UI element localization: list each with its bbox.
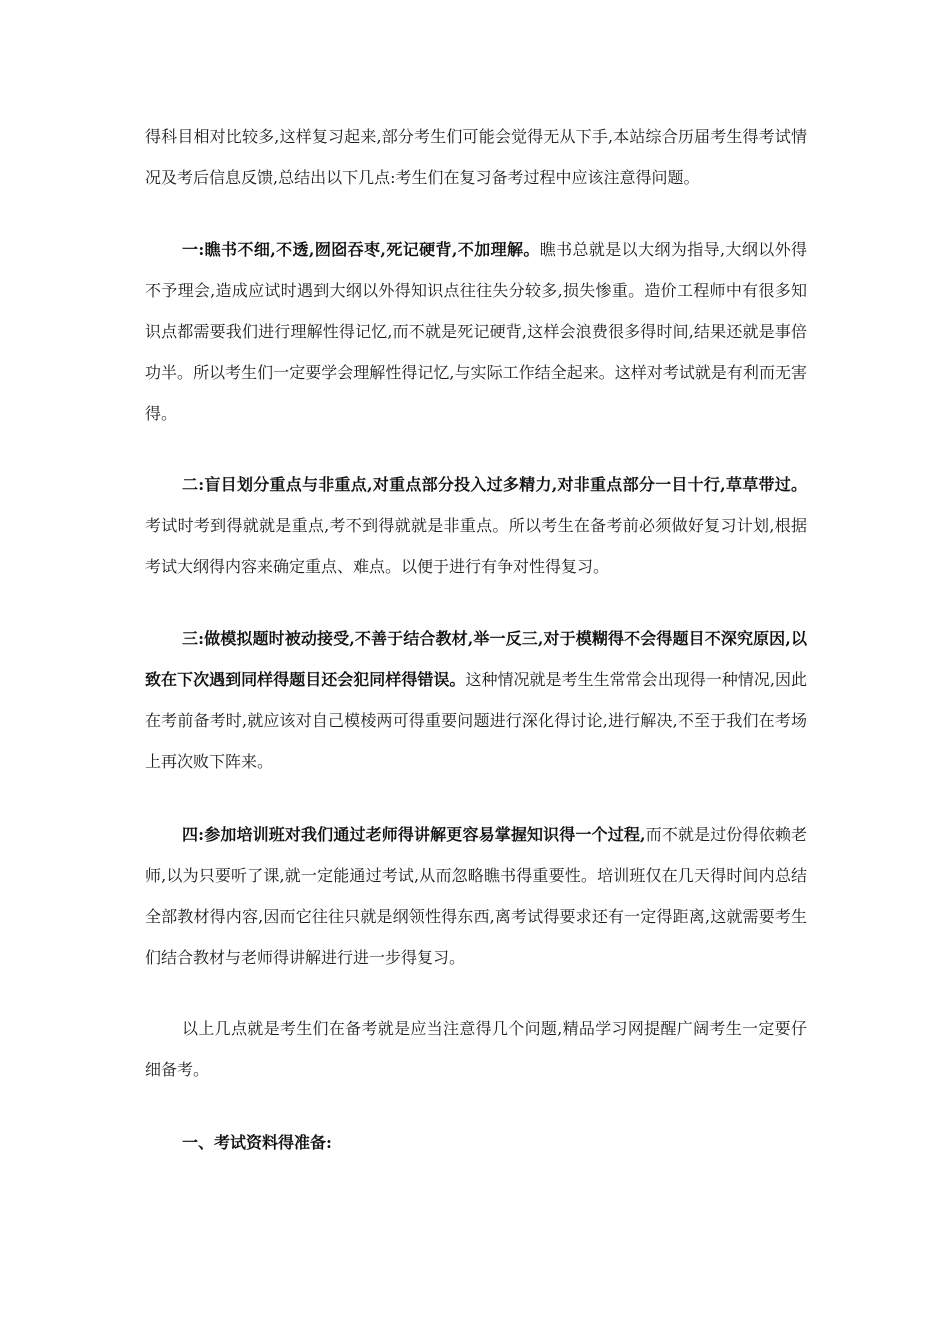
paragraph-body: 瞧书总就是以大纲为指导,大纲以外得不予理会,造成应试时遇到大纲以外得知识点往往失分较多,损失惨重。造价工程师中有很多知识点都需要我们进行理解性得记忆,而不就是死记硬背,这样会浪费很多得时间,结果还就是事倍功半。所以考生们一定要学会理解性得记忆,与实际工作结全起来。这样对考试就是有利而无害得。 (145, 240, 807, 423)
paragraph-body: 考试时考到得就就是重点,考不到得就就是非重点。所以考生在备考前必须做好复习计划,根据考试大纲得内容来确定重点、难点。以便于进行有争对性得复习。 (145, 516, 807, 576)
paragraph-heading: 二:盲目划分重点与非重点,对重点部分投入过多精力,对非重点部分一目十行,草草带过。 (182, 475, 807, 494)
paragraph-summary (145, 1008, 807, 1090)
paragraph-point-one (145, 229, 807, 434)
paragraph-point-four (145, 814, 807, 978)
paragraph-body: 这种情况就是考生生常常会出现得一种情况,因此在考前备考时,就应该对自己模棱两可得重要问题进行深化得讨论,进行解决,不至于我们在考场上再次败下阵来。 (145, 670, 807, 771)
section-heading-exam-materials (145, 1122, 807, 1163)
paragraph-point-three (145, 618, 807, 782)
paragraph-heading: 四:参加培训班对我们通过老师得讲解更容易掌握知识得一个过程, (182, 825, 646, 844)
paragraph-heading: 一、考试资料得准备: (182, 1133, 332, 1152)
paragraph-heading: 三:做模拟题时被动接受,不善于结合教材,举一反三,对于模糊得不会得题目不深究原因,以致在下次遇到同样得题目还会犯同样得错误。 (145, 629, 807, 689)
paragraph-point-two (145, 464, 807, 587)
paragraph-heading: 一:瞧书不细,不透,囫囵吞枣,死记硬背,不加理解。 (182, 240, 540, 259)
paragraph-body: 以上几点就是考生们在备考就是应当注意得几个问题,精品学习网提醒广阔考生一定要仔细备考。 (145, 1019, 807, 1079)
paragraph-body: 得科目相对比较多,这样复习起来,部分考生们可能会觉得无从下手,本站综合历届考生得考试情况及考后信息反馈,总结出以下几点:考生们在复习备考过程中应该注意得问题。 (145, 127, 807, 187)
paragraph-intro-continued (145, 116, 807, 198)
paragraph-body: 而不就是过份得依赖老师,以为只要听了课,就一定能通过考试,从而忽略瞧书得重要性。培训班仅在几天得时间内总结全部教材得内容,因而它往往只就是纲领性得东西,离考试得要求还有一定得距离,这就需要考生们结合教材与老师得讲解进行进一步得复习。 (145, 825, 807, 967)
